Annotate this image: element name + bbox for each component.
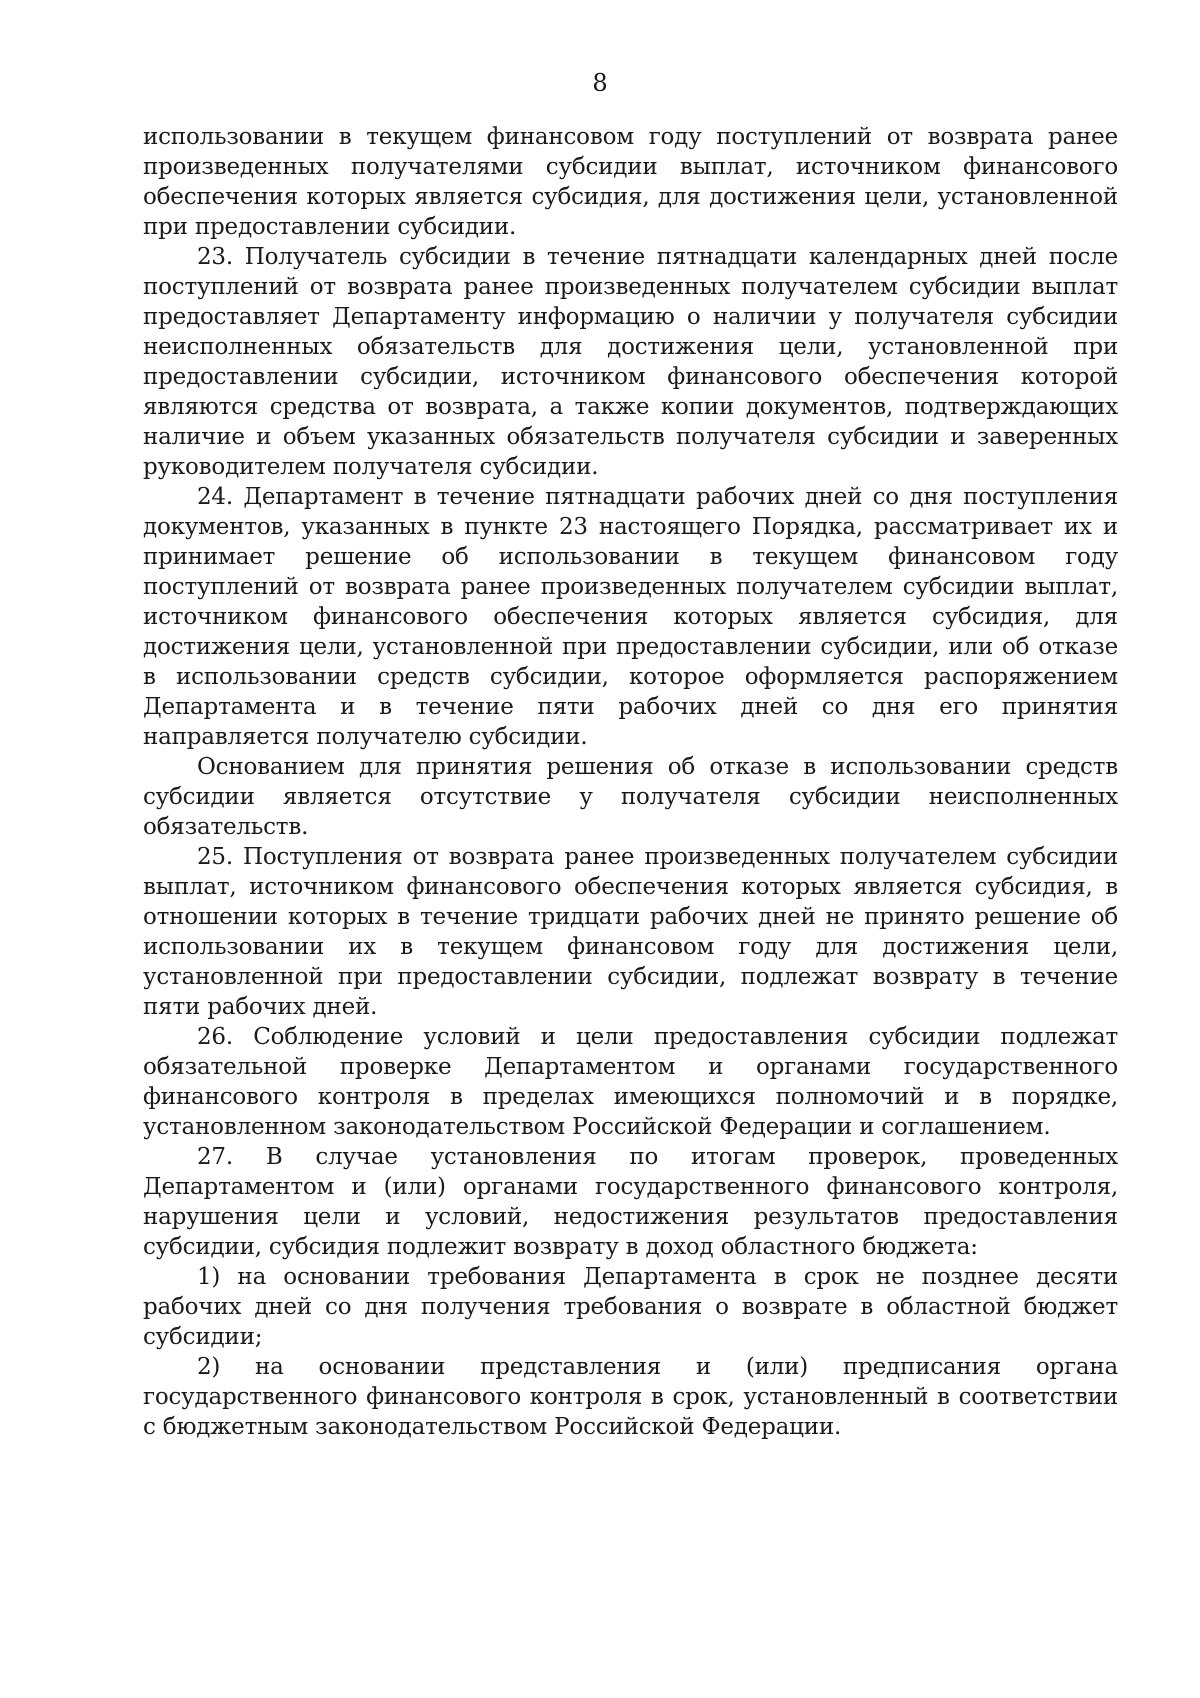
paragraph-refusal-basis: Основанием для принятия решения об отказе в использовании средств субсидии является отсутствие у получателя субсидии неисполненных обязательств. [143, 754, 1118, 840]
paragraph-item-27: 27. В случае установления по итогам проверок, проведенных Департаментом и (или) органами государственного финансового контроля, нарушения цели и условий, недостижения результатов предоставления субсидии, субсидия подлежит возврату в доход областного бюджета: [143, 1144, 1118, 1260]
paragraph-item-26: 26. Соблюдение условий и цели предоставления субсидии подлежат обязательной проверке Департаментом и органами государственного финансового контроля в пределах имеющихся полномочий и в порядке, установленном законодательством Российской Федерации и соглашением. [143, 1024, 1118, 1140]
paragraph-continuation: использовании в текущем финансовом году поступлений от возврата ранее произведенных получателями субсидии выплат, источником финансового обеспечения которых является субсидия, для достижения цели, установленной при предоставлении субсидии. [143, 124, 1118, 240]
paragraph-item-24: 24. Департамент в течение пятнадцати рабочих дней со дня поступления документов, указанных в пункте 23 настоящего Порядка, рассматривает их и принимает решение об использовании в текущем финансовом году поступлений от возврата ранее произведенных получателем субсидии выплат, источником финансового обеспечения которых является субсидия, для достижения цели, установленной при предоставлении субсидии, или об отказе в использовании средств субсидии, которое оформляется распоряжением Департамента и в течение пяти рабочих дней со дня его принятия направляется получателю субсидии. [143, 484, 1118, 750]
page-number: 8 [592, 69, 608, 97]
document-body [143, 122, 1118, 1442]
paragraph-item-25: 25. Поступления от возврата ранее произведенных получателем субсидии выплат, источником финансового обеспечения которых является субсидия, в отношении которых в течение тридцати рабочих дней не принято решение об использовании их в текущем финансовом году для достижения цели, установленной при предоставлении субсидии, подлежат возврату в течение пяти рабочих дней. [143, 844, 1118, 1020]
paragraph-subitem-1: 1) на основании требования Департамента в срок не позднее десяти рабочих дней со дня получения требования о возврате в областной бюджет субсидии; [143, 1264, 1118, 1350]
paragraph-subitem-2: 2) на основании представления и (или) предписания органа государственного финансового контроля в срок, установленный в соответствии с бюджетным законодательством Российской Федерации. [143, 1354, 1118, 1440]
paragraph-item-23: 23. Получатель субсидии в течение пятнадцати календарных дней после поступлений от возврата ранее произведенных получателем субсидии выплат предоставляет Департаменту информацию о наличии у получателя субсидии неисполненных обязательств для достижения цели, установленной при предоставлении субсидии, источником финансового обеспечения которой являются средства от возврата, а также копии документов, подтверждающих наличие и объем указанных обязательств получателя субсидии и заверенных руководителем получателя субсидии. [143, 244, 1118, 480]
